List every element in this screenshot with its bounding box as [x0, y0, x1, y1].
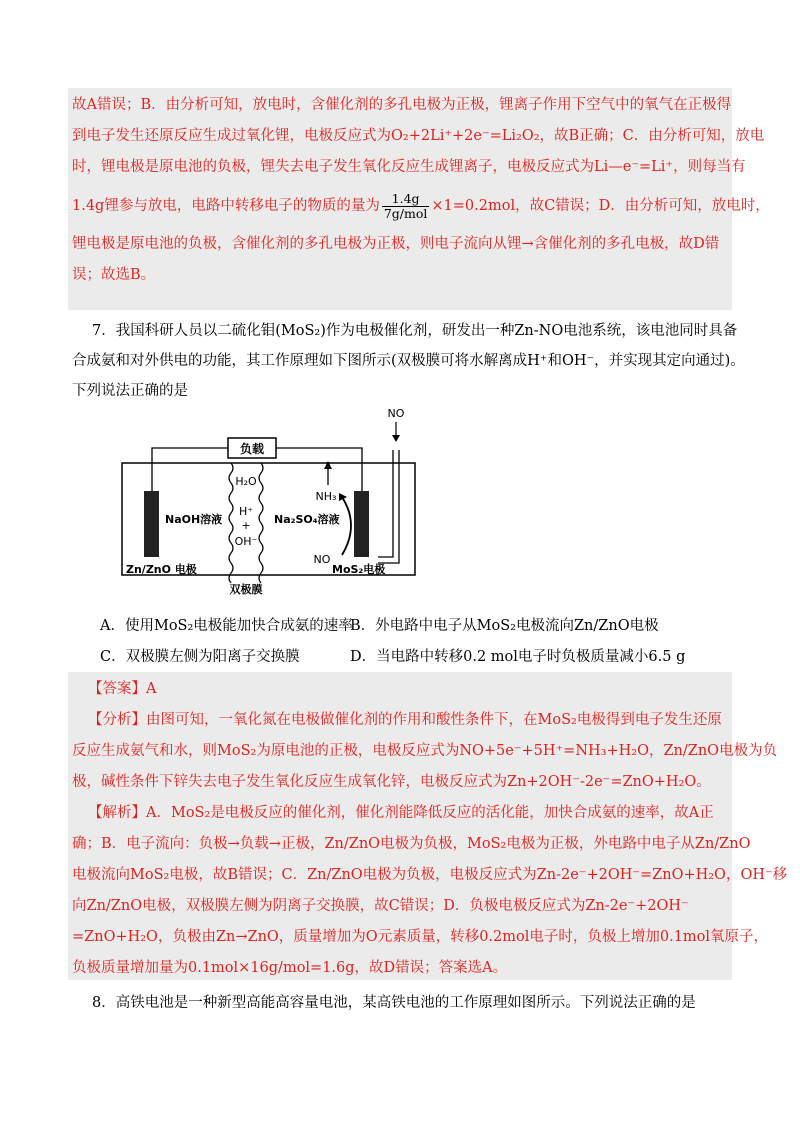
membrane-label: 双极膜	[229, 583, 263, 596]
prev-analysis-line-5: 锂电极是原电池的负极，含催化剂的多孔电极为正极，则电子流向从锂→含催化剂的多孔电极，故D错	[72, 236, 720, 252]
membrane-right-line	[259, 463, 263, 583]
analysis-line-3: 极，碱性条件下锌失去电子发生氧化反应生成氧化锌，电极反应式为Zn+2OH⁻-2e⁻=ZnO+H₂O。	[72, 774, 711, 790]
prev-analysis-line-3: 时，锂电极是原电池的负极，锂失去电子发生氧化反应生成锂离子，电极反应式为Li—e⁻=Li⁺，则每当有	[72, 159, 746, 175]
mos2-electrode	[354, 491, 369, 557]
explain-line-3: 电极流向MoS₂电极，故B错误；C．Zn/ZnO电极为负极，电极反应式为Zn-2e⁻+2OH⁻=ZnO+H₂O，OH⁻移	[72, 867, 788, 883]
wire-right	[276, 448, 362, 491]
plus-label: +	[241, 519, 251, 532]
option-d: D．当电路中转移0.2 mol电子时负极质量减小6.5 g	[350, 649, 686, 665]
analysis-line-1: 【分析】由图可知，一氧化氮在电极做催化剂的作用和酸性条件下，在MoS₂电极得到电子发生还原	[88, 712, 722, 728]
prev-analysis-line-4b: ×1=0.2mol，故C错误；D．由分析可知，放电时，	[431, 198, 770, 214]
oh-minus-label: OH⁻	[234, 535, 258, 548]
fraction-numerator: 1.4g	[382, 192, 430, 207]
question-7-stem	[72, 316, 745, 406]
no-gas-tube	[378, 450, 393, 557]
question-8-stem	[72, 988, 732, 1019]
q7-line-1: 7．我国科研人员以二硫化钼(MoS₂)作为电极催化剂，研发出一种Zn-NO电池系统，该电池同时具备	[92, 323, 738, 339]
na2so4-solution-label: Na₂SO₄溶液	[274, 513, 340, 526]
q7-line-3: 下列说法正确的是	[72, 383, 188, 399]
membrane-left-line	[229, 463, 233, 583]
prev-analysis-line-1: 故A错误；B．由分析可知，放电时，含催化剂的多孔电极为正极，锂离子作用下空气中的氧气在正极得	[72, 97, 732, 113]
explain-line-6: 负极质量增加量为0.1mol×16g/mol=1.6g，故D错误；答案选A。	[72, 960, 508, 976]
zn-electrode	[144, 491, 159, 557]
wire-left	[152, 448, 228, 491]
option-c: C．双极膜左侧为阳离子交换膜	[100, 649, 300, 665]
prev-analysis-line-6: 误；故选B。	[72, 267, 156, 283]
no-gas-tube-inner	[378, 450, 399, 563]
h-plus-label: H⁺	[238, 505, 254, 518]
fraction-denominator: 7g/mol	[383, 205, 428, 221]
prev-analysis	[72, 90, 770, 291]
option-a: A．使用MoS₂电极能加快合成氨的速率	[100, 618, 353, 634]
no-bottom-label: NO	[313, 553, 331, 566]
zn-electrode-label: Zn/ZnO 电极	[126, 563, 197, 576]
explain-line-4: 向Zn/ZnO电极，双极膜左侧为阴离子交换膜，故C错误；D．负极电极反应式为Zn-2e⁻+2OH⁻	[72, 898, 689, 914]
explain-line-5: =ZnO+H₂O，负极由Zn→ZnO，质量增加为O元素质量，转移0.2mol电子时，负极上增加0.1mol氧原子，	[72, 929, 769, 945]
explain-line-2: 确；B．电子流向：负极→负载→正极，Zn/ZnO电极为负极，MoS₂电极为正极，外电路中电子从Zn/ZnO	[72, 836, 751, 852]
analysis-line-2: 反应生成氨气和水，则MoS₂为原电池的正极，电极反应式为NO+5e⁻+5H⁺=NH₃+H₂O，Zn/ZnO电极为负	[72, 743, 778, 759]
naoh-solution-label: NaOH溶液	[165, 513, 223, 526]
option-b: B．外电路中电子从MoS₂电极流向Zn/ZnO电极	[350, 618, 659, 634]
q8-line-1: 8．高铁电池是一种新型高能高容量电池，某高铁电池的工作原理如图所示。下列说法正确的是	[92, 995, 696, 1011]
answer-line: 【答案】A	[88, 681, 157, 697]
prev-analysis-line-4a: 1.4g锂参与放电，电路中转移电子的物质的量为	[72, 198, 380, 214]
zn-no-battery-diagram	[110, 405, 430, 600]
no-top-label: NO	[387, 407, 405, 420]
q7-line-2: 合成氨和对外供电的功能，其工作原理如下图所示(双极膜可将水解离成H⁺和OH⁻，并实现其定向通过)。	[72, 353, 745, 369]
reaction-curve-arrow	[342, 497, 351, 555]
answer-block	[72, 674, 788, 984]
prev-analysis-line-2: 到电子发生还原反应生成过氧化锂，电极反应式为O₂+2Li⁺+2e⁻=Li₂O₂，故B正确；C．由分析可知，放电	[72, 128, 765, 144]
h2o-label: H₂O	[235, 475, 257, 488]
load-label: 负载	[239, 442, 265, 456]
mos2-electrode-label: MoS₂电极	[332, 563, 386, 576]
explain-line-1: 【解析】A．MoS₂是电极反应的催化剂，催化剂能降低反应的活化能，加快合成氨的速率，故A正	[88, 805, 714, 821]
mass-fraction	[382, 192, 430, 221]
prev-analysis-line-4	[72, 183, 770, 229]
nh3-label: NH₃	[315, 490, 337, 503]
